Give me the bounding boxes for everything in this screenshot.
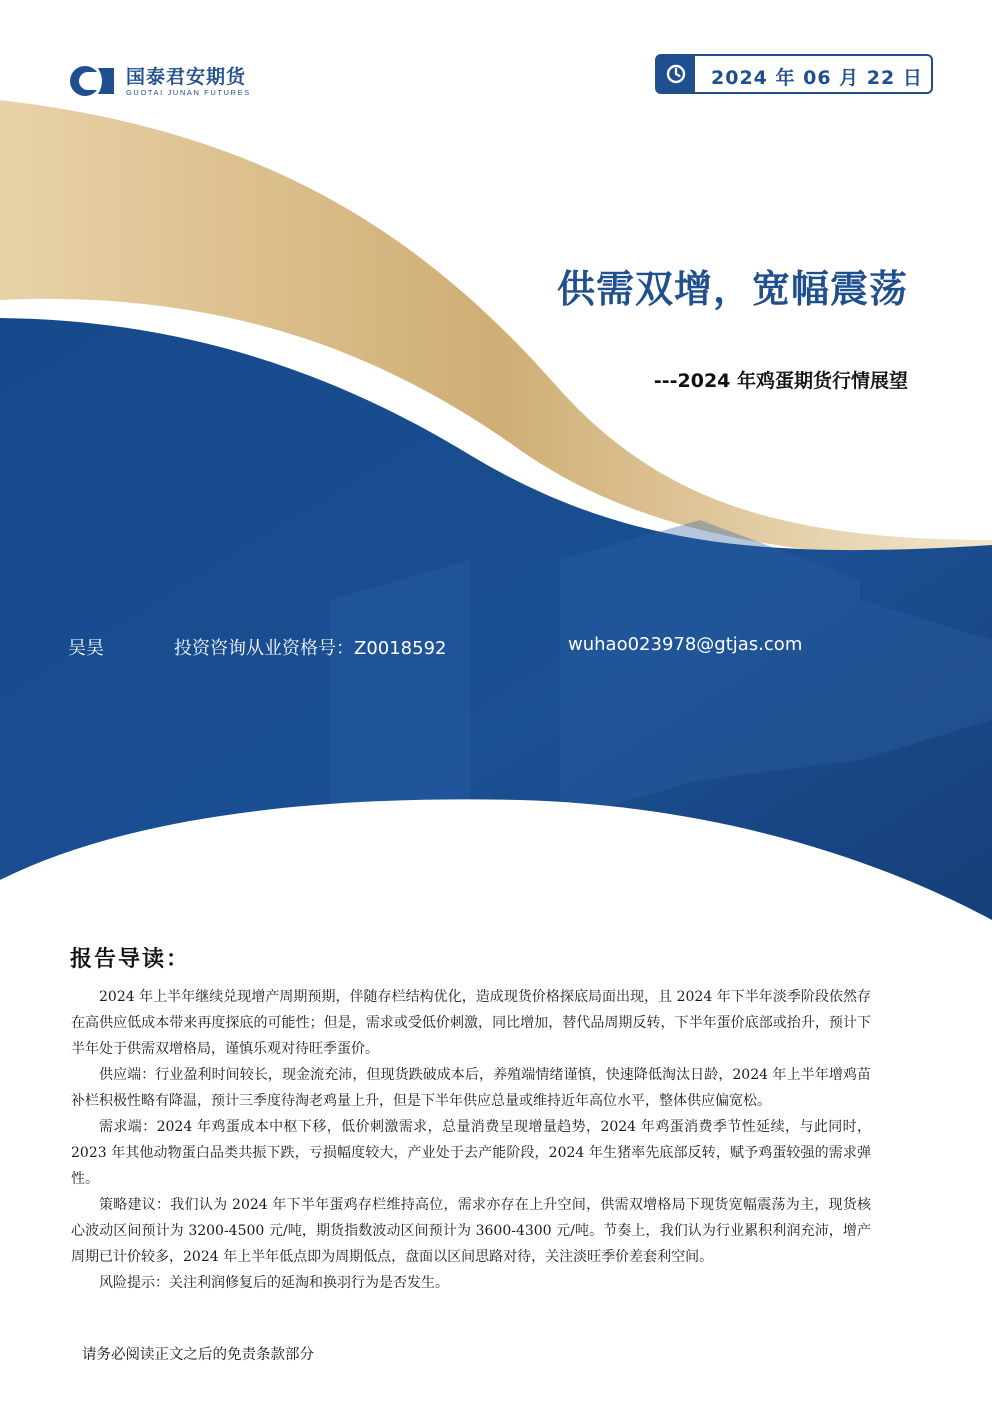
guide-heading: 报告导读： (70, 946, 191, 972)
report-subtitle: ---2024 年鸡蛋期货行情展望 (653, 370, 908, 392)
guide-paragraph-demand: 需求端：2024 年鸡蛋成本中枢下移，低价刺激需求，总量消费呈现增量趋势，2024 年鸡蛋消费季节性延续，与此同时，2023 年其他动物蛋白品类共振下跌，亏损幅度较大，产业处于去产能阶段，2024 年生猪率先底部反转，赋予鸡蛋较强的需求弹性。 (71, 1119, 871, 1187)
guide-paragraph-strategy: 策略建议：我们认为 2024 年下半年蛋鸡存栏维持高位，需求亦存在上升空间，供需双增格局下现货宽幅震荡为主，现货核心波动区间预计为 3200-4500 元/吨，期货指数波动区间预计为 3600-4300 元/吨。节奏上，我们认为行业累积利润充沛，增产周期已计价较多，2024 年上半年低点即为周期低点，盘面以区间思路对待，关注淡旺季价差套利空间。 (71, 1197, 871, 1265)
date-icon-background (657, 56, 695, 92)
report-date: 2024 年 06 月 22 日 (711, 67, 923, 89)
author-name: 吴昊 (68, 638, 104, 659)
guide-paragraph-summary: 2024 年上半年继续兑现增产周期预期，伴随存栏结构优化，造成现货价格探底局面出现，且 2024 年下半年淡季阶段依然存在高供应低成本带来再度探底的可能性；但是，需求或受低价刺激，同比增加，替代品周期反转，下半年蛋价底部或抬升，预计下半年处于供需双增格局，谨慎乐观对待旺季蛋价。 (71, 989, 871, 1057)
guide-paragraph-risk: 风险提示：关注利润修复后的延淘和换羽行为是否发生。 (99, 1275, 449, 1291)
company-logo (68, 64, 251, 98)
report-date-box (655, 54, 933, 94)
report-title: 供需双增，宽幅震荡 (556, 267, 908, 311)
guide-paragraph-supply: 供应端：行业盈利时间较长，现金流充沛，但现货跌破成本后，养殖端情绪谨慎，快速降低淘汰日龄，2024 年上半年增鸡苗补栏积极性略有降温，预计三季度待淘老鸡量上升，但是下半年供应总量或维持近年高位水平，整体供应偏宽松。 (71, 1067, 871, 1109)
logo-mark-icon (68, 64, 118, 98)
logo-name-en: GUOTAI JUNAN FUTURES (126, 87, 251, 97)
author-license: 投资咨询从业资格号：Z0018592 (174, 638, 447, 659)
disclaimer-note: 请务必阅读正文之后的免责条款部分 (82, 1347, 314, 1363)
guide-body (71, 984, 871, 1296)
logo-name-cn: 国泰君安期货 (126, 65, 247, 88)
author-email[interactable]: wuhao023978@gtjas.com (568, 634, 803, 655)
clock-icon (666, 64, 686, 84)
